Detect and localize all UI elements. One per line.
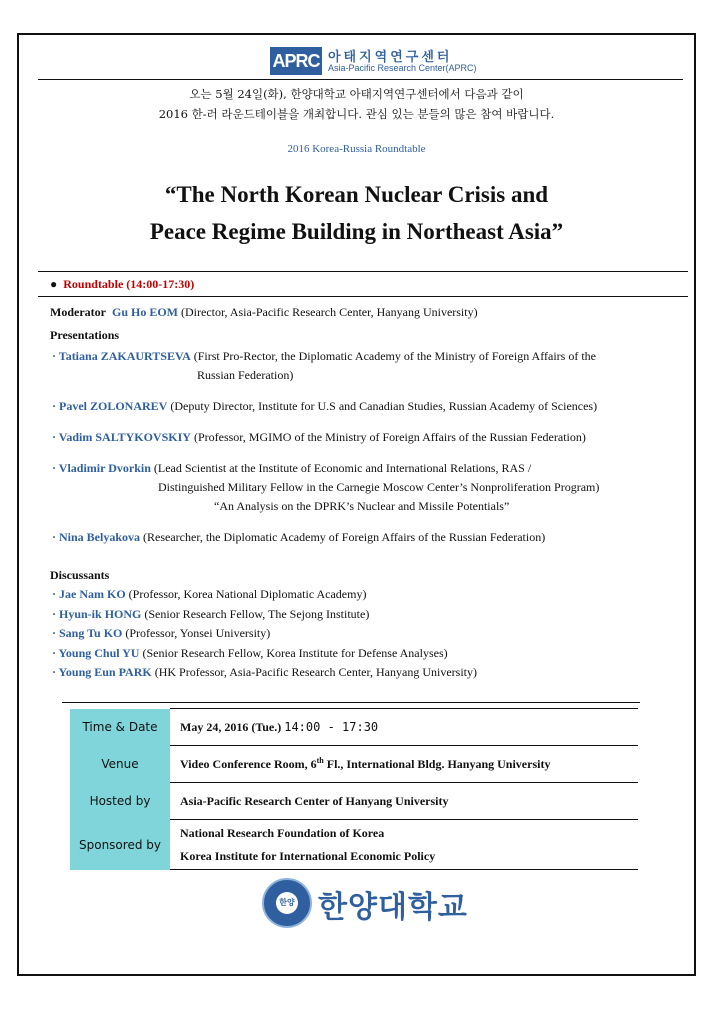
venue-superscript: th	[316, 756, 324, 765]
presenter-item	[52, 399, 597, 414]
presenter-desc-cont: Distinguished Military Fellow in the Carnegie Moscow Center’s Nonproliferation Program)	[158, 480, 600, 494]
presenter-item	[52, 349, 596, 364]
host-value: Asia-Pacific Research Center of Hanyang University	[170, 783, 638, 820]
presenter-item	[52, 530, 545, 545]
venue-text-pre: Video Conference Room, 6	[180, 757, 317, 771]
discussant-desc: (Professor, Yonsei University)	[125, 626, 271, 640]
title-line-1: “The North Korean Nuclear Crisis and	[164, 182, 549, 207]
event-info-table	[70, 708, 638, 870]
aprc-logo	[270, 45, 477, 77]
presenter-desc: (Professor, MGIMO of the Ministry of Foreign Affairs of the Russian Federation)	[193, 430, 586, 444]
hanyang-seal-icon	[262, 878, 312, 928]
roundtable-heading	[50, 277, 194, 292]
presenter-item	[52, 461, 531, 476]
discussant-item	[52, 665, 477, 680]
moderator-desc: (Director, Asia-Pacific Research Center, Hanyang University)	[181, 305, 478, 319]
bullet-icon: ●	[50, 277, 58, 291]
aprc-logo-mark: APRC	[270, 47, 322, 75]
seal-center: 한양	[276, 892, 298, 914]
discussant-name: · Jae Nam KO	[52, 587, 126, 601]
venue-value	[170, 746, 638, 783]
sponsor-1: National Research Foundation of Korea	[180, 825, 385, 840]
time-hours: 14:00 - 17:30	[284, 719, 379, 734]
presentation-topic: “An Analysis on the DPRK’s Nuclear and Missile Potentials”	[214, 499, 510, 513]
info-row-host	[70, 783, 638, 820]
presenter-name: · Tatiana ZAKAURTSEVA	[52, 349, 191, 363]
info-top-rule	[62, 702, 640, 703]
discussant-item	[52, 587, 366, 602]
roundtable-label: Roundtable (14:00-17:30)	[63, 277, 195, 291]
presenter-desc: (First Pro-Rector, the Diplomatic Academy of the Ministry of Foreign Affairs of the	[193, 349, 596, 363]
sponsor-2: Korea Institute for International Economic Policy	[180, 848, 436, 863]
aprc-logo-english: Asia-Pacific Research Center(APRC)	[328, 63, 477, 73]
discussant-desc: (Senior Research Fellow, The Sejong Institute)	[144, 607, 370, 621]
presenter-name: · Nina Belyakova	[52, 530, 141, 544]
time-label: Time & Date	[70, 709, 170, 746]
info-row-sponsor	[70, 820, 638, 870]
info-row-time	[70, 709, 638, 746]
intro-text	[19, 84, 694, 124]
discussant-item	[52, 646, 448, 661]
discussant-desc: (HK Professor, Asia-Pacific Research Center, Hanyang University)	[154, 665, 477, 679]
sponsor-label: Sponsored by	[70, 820, 170, 870]
intro-line-1: 오는 5월 24일(화), 한양대학교 아태지역연구센터에서 다음과 같이	[189, 87, 524, 101]
discussant-name: · Sang Tu KO	[52, 626, 123, 640]
event-title	[19, 176, 694, 250]
title-line-2: Peace Regime Building in Northeast Asia”	[149, 219, 564, 244]
discussant-desc: (Senior Research Fellow, Korea Institute for Defense Analyses)	[142, 646, 448, 660]
presenter-desc-cont: Russian Federation)	[197, 368, 294, 382]
presenter-item	[52, 430, 586, 445]
presenter-desc: (Researcher, the Diplomatic Academy of Foreign Affairs of the Russian Federation)	[143, 530, 546, 544]
university-name: 한양대학교	[318, 890, 468, 925]
presenter-name: · Vladimir Dvorkin	[52, 461, 151, 475]
moderator-name: Gu Ho EOM	[111, 305, 178, 319]
discussant-item	[52, 626, 270, 641]
sponsor-value	[170, 820, 638, 870]
moderator-heading: Moderator	[50, 305, 106, 319]
aprc-logo-korean: 아태지역연구센터	[328, 50, 453, 65]
presentations-heading: Presentations	[50, 328, 120, 342]
moderator-line	[50, 305, 478, 320]
discussants-heading: Discussants	[50, 568, 110, 582]
info-row-venue	[70, 746, 638, 783]
discussant-name: · Young Eun PARK	[52, 665, 152, 679]
discussant-name: · Young Chul YU	[52, 646, 140, 660]
venue-text-post: Fl., International Bldg. Hanyang University	[323, 757, 551, 771]
host-label: Hosted by	[70, 783, 170, 820]
presenter-desc: (Lead Scientist at the Institute of Economic and International Relations, RAS /	[153, 461, 532, 475]
discussant-name: · Hyun-ik HONG	[52, 607, 142, 621]
discussant-desc: (Professor, Korea National Diplomatic Academy)	[128, 587, 367, 601]
time-date: May 24, 2016 (Tue.)	[180, 719, 282, 734]
roundtable-bottom-rule	[38, 296, 688, 297]
presenter-desc: (Deputy Director, Institute for U.S and Canadian Studies, Russian Academy of Sciences)	[170, 399, 598, 413]
time-value	[170, 709, 638, 746]
presenter-name: · Pavel ZOLONAREV	[52, 399, 168, 413]
venue-label: Venue	[70, 746, 170, 783]
header-divider	[38, 79, 683, 80]
series-label: 2016 Korea-Russia Roundtable	[287, 143, 426, 155]
presenter-name: · Vadim SALTYKOVSKIY	[52, 430, 191, 444]
roundtable-top-rule	[38, 271, 688, 272]
intro-line-2: 2016 한-러 라운드테이블을 개최합니다. 관심 있는 분들의 많은 참여 바랍니다.	[158, 107, 555, 121]
discussant-item	[52, 607, 369, 622]
